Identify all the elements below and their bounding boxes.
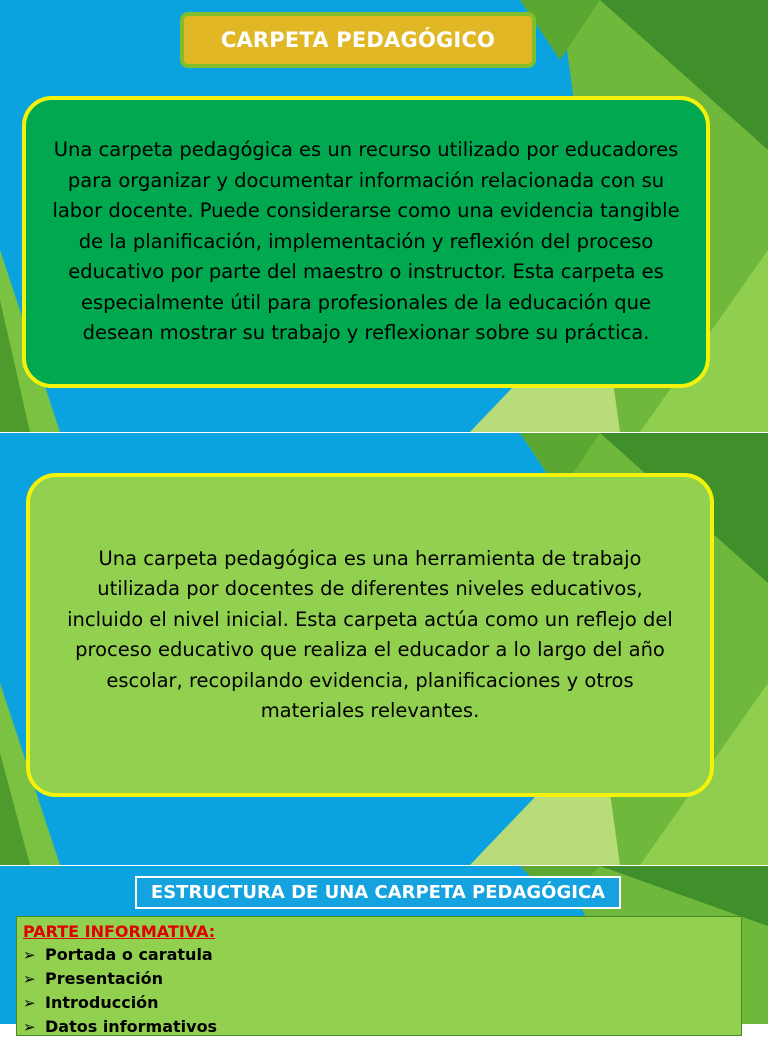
section-heading: PARTE INFORMATIVA: (23, 922, 216, 941)
list-item-label: Introducción (45, 993, 159, 1012)
structure-list (23, 943, 741, 1039)
arrow-bullet-icon: ➢ (23, 970, 36, 988)
arrow-bullet-icon: ➢ (23, 946, 36, 964)
informative-section (16, 916, 742, 1036)
definition-box (26, 473, 714, 797)
definition-text: Una carpeta pedagógica es una herramienta de trabajo utilizada por docentes de diferentes niveles educativos, incluido el nivel inicial. Esta carpeta actúa como un reflejo del proceso educativo que realiza el educador a lo largo del año escolar, recopilando evidencia, planificaciones y otros materiales relevantes. (67, 546, 673, 722)
list-item-label: Presentación (45, 969, 164, 988)
definition-text: Una carpeta pedagógica es un recurso utilizado por educadores para organizar y documentar información relacionada con su labor docente. Puede considerarse como una evidencia tangible de la planificación, implementación y reflexión del proceso educativo por parte del maestro o instructor. Esta carpeta es especialmente útil para profesionales de la educación que desean mostrar su trabajo y reflexionar sobre su práctica. (52, 138, 680, 345)
slide-2 (0, 433, 768, 865)
slide-3 (0, 866, 768, 1036)
list-item-label: Datos informativos (45, 1017, 218, 1036)
slide-title: CARPETA PEDAGÓGICO (180, 12, 536, 68)
structure-title: ESTRUCTURA DE UNA CARPETA PEDAGÓGICA (135, 876, 621, 909)
list-item (23, 1015, 741, 1039)
arrow-bullet-icon: ➢ (23, 994, 36, 1012)
definition-box (22, 96, 710, 388)
list-item (23, 967, 741, 991)
arrow-bullet-icon: ➢ (23, 1018, 36, 1036)
list-item (23, 991, 741, 1015)
list-item-label: Portada o caratula (45, 945, 213, 964)
slide-1 (0, 0, 768, 432)
list-item (23, 943, 741, 967)
